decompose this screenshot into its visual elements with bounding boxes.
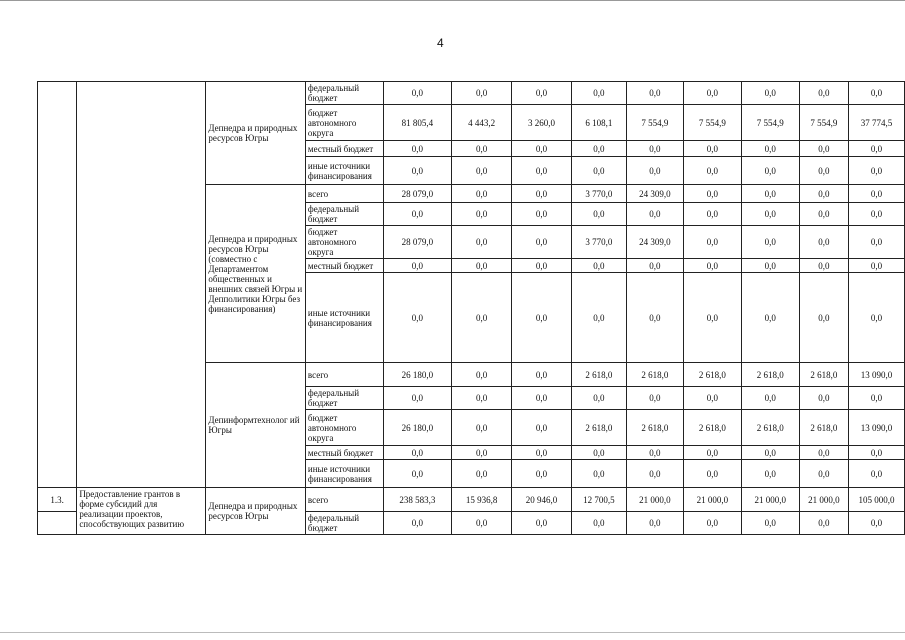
- amount-cell: 0,0: [383, 141, 452, 157]
- amount-cell: 0,0: [571, 460, 626, 488]
- amount-cell: 0,0: [626, 259, 683, 273]
- amount-cell: 0,0: [626, 82, 683, 105]
- amount-cell: 2 618,0: [741, 363, 799, 387]
- task-cell: Предоставление грантов в форме субсидий для реализации проектов, способствующих развитию: [77, 488, 206, 535]
- funding-source: бюджет автономного округа: [305, 226, 383, 259]
- amount-cell: 0,0: [683, 141, 741, 157]
- amount-cell: 0,0: [741, 141, 799, 157]
- amount-cell: 0,0: [741, 446, 799, 460]
- amount-cell: 0,0: [741, 387, 799, 410]
- budget-table: [37, 81, 905, 535]
- executor-cell: Депнедра и природных ресурсов Югры: [206, 82, 306, 185]
- amount-cell: 0,0: [799, 157, 848, 185]
- scan-edge-top: [0, 0, 905, 1]
- amount-cell: 0,0: [799, 259, 848, 273]
- amount-cell: 0,0: [799, 82, 848, 105]
- amount-cell: 0,0: [626, 387, 683, 410]
- amount-cell: 0,0: [683, 157, 741, 185]
- row-index-cell: [38, 512, 77, 535]
- amount-cell: 0,0: [799, 446, 848, 460]
- amount-cell: 6 108,1: [571, 105, 626, 141]
- amount-cell: 0,0: [848, 226, 904, 259]
- amount-cell: 21 000,0: [741, 488, 799, 512]
- amount-cell: 2 618,0: [626, 363, 683, 387]
- amount-cell: 7 554,9: [626, 105, 683, 141]
- funding-source: иные источники финансирования: [305, 460, 383, 488]
- amount-cell: 0,0: [799, 226, 848, 259]
- funding-source: всего: [305, 488, 383, 512]
- amount-cell: 2 618,0: [683, 410, 741, 446]
- amount-cell: 0,0: [452, 410, 512, 446]
- amount-cell: 24 309,0: [626, 226, 683, 259]
- funding-source: иные источники финансирования: [305, 157, 383, 185]
- amount-cell: 12 700,5: [571, 488, 626, 512]
- amount-cell: 0,0: [512, 157, 572, 185]
- amount-cell: 0,0: [848, 512, 904, 535]
- amount-cell: 0,0: [571, 259, 626, 273]
- amount-cell: 0,0: [571, 446, 626, 460]
- amount-cell: 0,0: [452, 141, 512, 157]
- amount-cell: 0,0: [799, 387, 848, 410]
- funding-source: федеральный бюджет: [305, 512, 383, 535]
- amount-cell: 0,0: [848, 446, 904, 460]
- amount-cell: 0,0: [571, 273, 626, 363]
- amount-cell: 0,0: [512, 460, 572, 488]
- amount-cell: 0,0: [799, 273, 848, 363]
- amount-cell: 0,0: [512, 226, 572, 259]
- amount-cell: 0,0: [683, 82, 741, 105]
- amount-cell: 0,0: [799, 460, 848, 488]
- amount-cell: 2 618,0: [571, 363, 626, 387]
- amount-cell: 0,0: [452, 387, 512, 410]
- amount-cell: 0,0: [452, 460, 512, 488]
- amount-cell: 0,0: [383, 203, 452, 226]
- funding-source: федеральный бюджет: [305, 203, 383, 226]
- amount-cell: 0,0: [452, 259, 512, 273]
- amount-cell: 0,0: [383, 446, 452, 460]
- amount-cell: 0,0: [383, 460, 452, 488]
- amount-cell: 0,0: [512, 363, 572, 387]
- row-index-cell: [38, 82, 77, 488]
- row-index-cell: 1.3.: [38, 488, 77, 512]
- amount-cell: 0,0: [683, 226, 741, 259]
- amount-cell: 0,0: [626, 446, 683, 460]
- amount-cell: 0,0: [683, 203, 741, 226]
- amount-cell: 21 000,0: [626, 488, 683, 512]
- amount-cell: 2 618,0: [683, 363, 741, 387]
- amount-cell: 0,0: [683, 512, 741, 535]
- amount-cell: 0,0: [683, 259, 741, 273]
- amount-cell: 0,0: [626, 273, 683, 363]
- amount-cell: 0,0: [383, 387, 452, 410]
- amount-cell: 0,0: [571, 512, 626, 535]
- amount-cell: 3 260,0: [512, 105, 572, 141]
- amount-cell: 0,0: [741, 226, 799, 259]
- amount-cell: 0,0: [626, 141, 683, 157]
- amount-cell: 0,0: [571, 141, 626, 157]
- amount-cell: 28 079,0: [383, 226, 452, 259]
- amount-cell: 2 618,0: [741, 410, 799, 446]
- amount-cell: 26 180,0: [383, 410, 452, 446]
- amount-cell: 0,0: [512, 446, 572, 460]
- amount-cell: 81 805,4: [383, 105, 452, 141]
- amount-cell: 0,0: [512, 512, 572, 535]
- funding-source: всего: [305, 363, 383, 387]
- amount-cell: 3 770,0: [571, 185, 626, 203]
- scan-edge-bottom: [0, 632, 905, 633]
- amount-cell: 24 309,0: [626, 185, 683, 203]
- amount-cell: 0,0: [848, 82, 904, 105]
- amount-cell: 0,0: [571, 203, 626, 226]
- amount-cell: 7 554,9: [799, 105, 848, 141]
- amount-cell: 0,0: [741, 185, 799, 203]
- amount-cell: 0,0: [848, 460, 904, 488]
- amount-cell: 0,0: [512, 185, 572, 203]
- amount-cell: 0,0: [452, 226, 512, 259]
- funding-source: федеральный бюджет: [305, 387, 383, 410]
- amount-cell: 4 443,2: [452, 105, 512, 141]
- amount-cell: 105 000,0: [848, 488, 904, 512]
- amount-cell: 0,0: [383, 157, 452, 185]
- funding-source: местный бюджет: [305, 446, 383, 460]
- funding-source: всего: [305, 185, 383, 203]
- amount-cell: 238 583,3: [383, 488, 452, 512]
- amount-cell: 0,0: [683, 446, 741, 460]
- page-number: 4: [437, 36, 444, 50]
- amount-cell: 0,0: [383, 259, 452, 273]
- amount-cell: 3 770,0: [571, 226, 626, 259]
- amount-cell: 7 554,9: [683, 105, 741, 141]
- amount-cell: 0,0: [799, 203, 848, 226]
- amount-cell: 0,0: [848, 157, 904, 185]
- amount-cell: 0,0: [383, 512, 452, 535]
- amount-cell: 0,0: [452, 185, 512, 203]
- funding-source: бюджет автономного округа: [305, 410, 383, 446]
- executor-cell: Депнедра и природных ресурсов Югры (совместно с Департаментом общественных и внешних связей Югры и Депполитики Югры без финансирования): [206, 185, 306, 363]
- amount-cell: 37 774,5: [848, 105, 904, 141]
- amount-cell: 0,0: [512, 82, 572, 105]
- amount-cell: 0,0: [571, 157, 626, 185]
- amount-cell: 0,0: [626, 203, 683, 226]
- amount-cell: 0,0: [848, 259, 904, 273]
- amount-cell: 0,0: [571, 82, 626, 105]
- amount-cell: 0,0: [452, 82, 512, 105]
- amount-cell: 0,0: [741, 273, 799, 363]
- amount-cell: 13 090,0: [848, 363, 904, 387]
- amount-cell: 28 079,0: [383, 185, 452, 203]
- amount-cell: 0,0: [626, 512, 683, 535]
- amount-cell: 0,0: [571, 387, 626, 410]
- amount-cell: 0,0: [452, 363, 512, 387]
- amount-cell: 0,0: [741, 203, 799, 226]
- amount-cell: 0,0: [799, 141, 848, 157]
- amount-cell: 0,0: [741, 157, 799, 185]
- amount-cell: 0,0: [452, 203, 512, 226]
- amount-cell: 15 936,8: [452, 488, 512, 512]
- amount-cell: 2 618,0: [626, 410, 683, 446]
- amount-cell: 0,0: [683, 273, 741, 363]
- amount-cell: 0,0: [512, 203, 572, 226]
- amount-cell: 2 618,0: [799, 363, 848, 387]
- amount-cell: 0,0: [512, 410, 572, 446]
- table-row: [38, 82, 905, 105]
- amount-cell: 2 618,0: [571, 410, 626, 446]
- amount-cell: 0,0: [683, 185, 741, 203]
- amount-cell: 0,0: [452, 512, 512, 535]
- task-cell: [77, 82, 206, 488]
- amount-cell: 0,0: [383, 273, 452, 363]
- amount-cell: 0,0: [683, 387, 741, 410]
- amount-cell: 0,0: [741, 512, 799, 535]
- amount-cell: 0,0: [626, 460, 683, 488]
- amount-cell: 21 000,0: [799, 488, 848, 512]
- amount-cell: 2 618,0: [799, 410, 848, 446]
- funding-source: местный бюджет: [305, 259, 383, 273]
- amount-cell: 0,0: [799, 512, 848, 535]
- amount-cell: 0,0: [799, 185, 848, 203]
- funding-source: федеральный бюджет: [305, 82, 383, 105]
- funding-source: местный бюджет: [305, 141, 383, 157]
- amount-cell: 0,0: [741, 259, 799, 273]
- funding-source: иные источники финансирования: [305, 273, 383, 363]
- amount-cell: 0,0: [848, 387, 904, 410]
- funding-source: бюджет автономного округа: [305, 105, 383, 141]
- amount-cell: 0,0: [452, 446, 512, 460]
- amount-cell: 26 180,0: [383, 363, 452, 387]
- amount-cell: 0,0: [848, 273, 904, 363]
- amount-cell: 7 554,9: [741, 105, 799, 141]
- amount-cell: 0,0: [452, 273, 512, 363]
- executor-cell: Депинформтехнолог ий Югры: [206, 363, 306, 488]
- amount-cell: 0,0: [512, 387, 572, 410]
- amount-cell: 0,0: [512, 259, 572, 273]
- amount-cell: 0,0: [741, 82, 799, 105]
- amount-cell: 13 090,0: [848, 410, 904, 446]
- amount-cell: 0,0: [452, 157, 512, 185]
- amount-cell: 0,0: [626, 157, 683, 185]
- amount-cell: 0,0: [383, 82, 452, 105]
- amount-cell: 20 946,0: [512, 488, 572, 512]
- amount-cell: 0,0: [741, 460, 799, 488]
- amount-cell: 0,0: [848, 203, 904, 226]
- table-row: [38, 488, 905, 512]
- amount-cell: 0,0: [512, 273, 572, 363]
- amount-cell: 0,0: [683, 460, 741, 488]
- amount-cell: 0,0: [848, 185, 904, 203]
- amount-cell: 0,0: [512, 141, 572, 157]
- amount-cell: 21 000,0: [683, 488, 741, 512]
- executor-cell: Депнедра и природных ресурсов Югры: [206, 488, 306, 535]
- amount-cell: 0,0: [848, 141, 904, 157]
